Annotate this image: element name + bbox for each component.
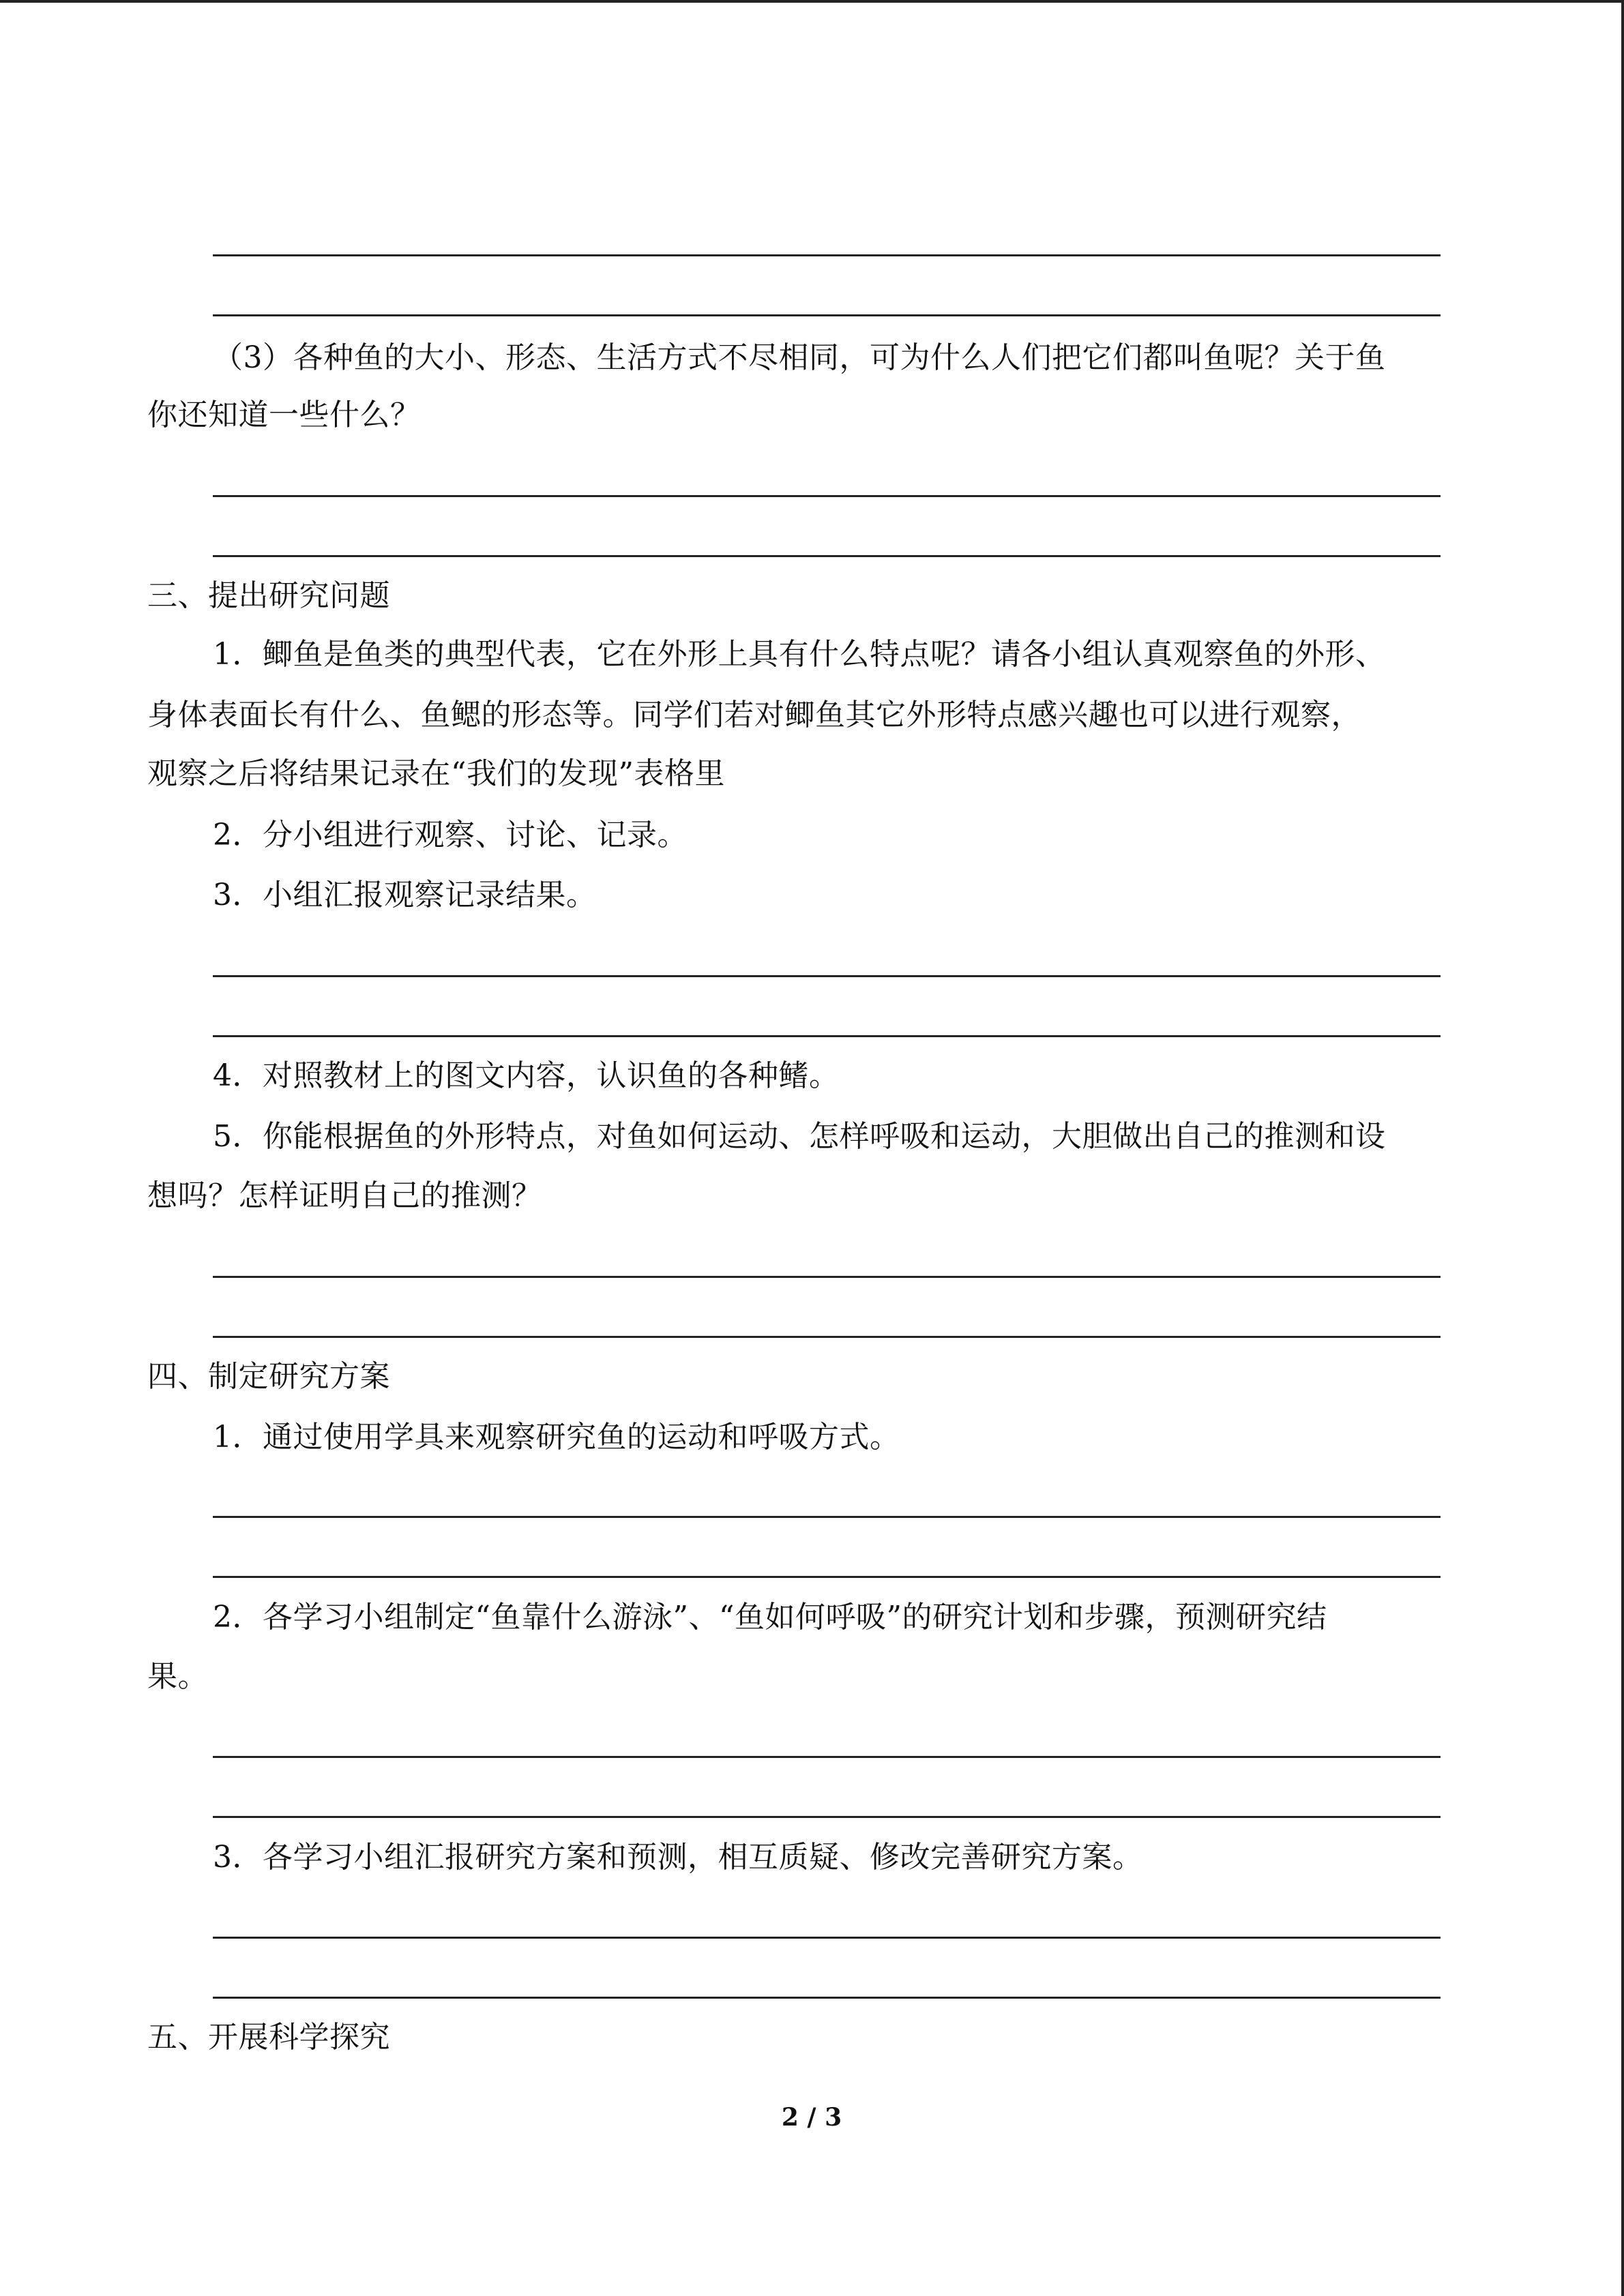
section-4-title: 四、制定研究方案 xyxy=(147,1359,390,1394)
answer-line[interactable] xyxy=(213,1336,1441,1338)
s3-item-2: 2．分小组进行观察、讨论、记录。 xyxy=(213,818,688,852)
s3-item-5-line-1: 5．你能根据鱼的外形特点，对鱼如何运动、怎样呼吸和运动，大胆做出自己的推测和设 xyxy=(213,1119,1386,1154)
answer-line[interactable] xyxy=(213,555,1441,557)
s4-item-1: 1．通过使用学具来观察研究鱼的运动和呼吸方式。 xyxy=(213,1420,900,1455)
page-number: 2 / 3 xyxy=(781,2103,842,2132)
s3-item-1-line-1: 1．鲫鱼是鱼类的典型代表，它在外形上具有什么特点呢？请各小组认真观察鱼的外形、 xyxy=(213,637,1386,672)
page-border-top xyxy=(0,0,1624,3)
answer-line[interactable] xyxy=(213,495,1441,497)
answer-line[interactable] xyxy=(213,1276,1441,1278)
s4-item-2-line-2: 果。 xyxy=(147,1659,208,1694)
section-5-title: 五、开展科学探究 xyxy=(147,2020,390,2055)
answer-line[interactable] xyxy=(213,1756,1441,1758)
page-border-right xyxy=(1621,0,1624,2296)
question-3-line-2: 你还知道一些什么？ xyxy=(147,398,421,432)
answer-line[interactable] xyxy=(213,1997,1441,1999)
s3-item-5-line-2: 想吗？怎样证明自己的推测？ xyxy=(147,1178,542,1213)
answer-line[interactable] xyxy=(213,1937,1441,1939)
s3-item-1-line-2: 身体表面长有什么、鱼鳃的形态等。同学们若对鲫鱼其它外形特点感兴趣也可以进行观察， xyxy=(147,698,1361,732)
s3-item-4: 4．对照教材上的图文内容，认识鱼的各种鳍。 xyxy=(213,1058,840,1093)
s3-item-3: 3．小组汇报观察记录结果。 xyxy=(213,878,597,912)
answer-line[interactable] xyxy=(213,1576,1441,1578)
answer-line[interactable] xyxy=(213,1035,1441,1037)
section-3-title: 三、提出研究问题 xyxy=(147,578,390,613)
question-3-line-1: （3）各种鱼的大小、形态、生活方式不尽相同，可为什么人们把它们都叫鱼呢？关于鱼 xyxy=(213,340,1386,375)
s4-item-3: 3．各学习小组汇报研究方案和预测，相互质疑、修改完善研究方案。 xyxy=(213,1840,1143,1875)
answer-line[interactable] xyxy=(213,1516,1441,1518)
answer-line[interactable] xyxy=(213,314,1441,316)
answer-line[interactable] xyxy=(213,1816,1441,1818)
answer-line[interactable] xyxy=(213,254,1441,256)
s4-item-2-line-1: 2．各学习小组制定“鱼靠什么游泳”、“鱼如何呼吸”的研究计划和步骤，预测研究结 xyxy=(213,1600,1327,1635)
s3-item-1-line-3: 观察之后将结果记录在“我们的发现”表格里 xyxy=(147,756,725,791)
answer-line[interactable] xyxy=(213,975,1441,977)
